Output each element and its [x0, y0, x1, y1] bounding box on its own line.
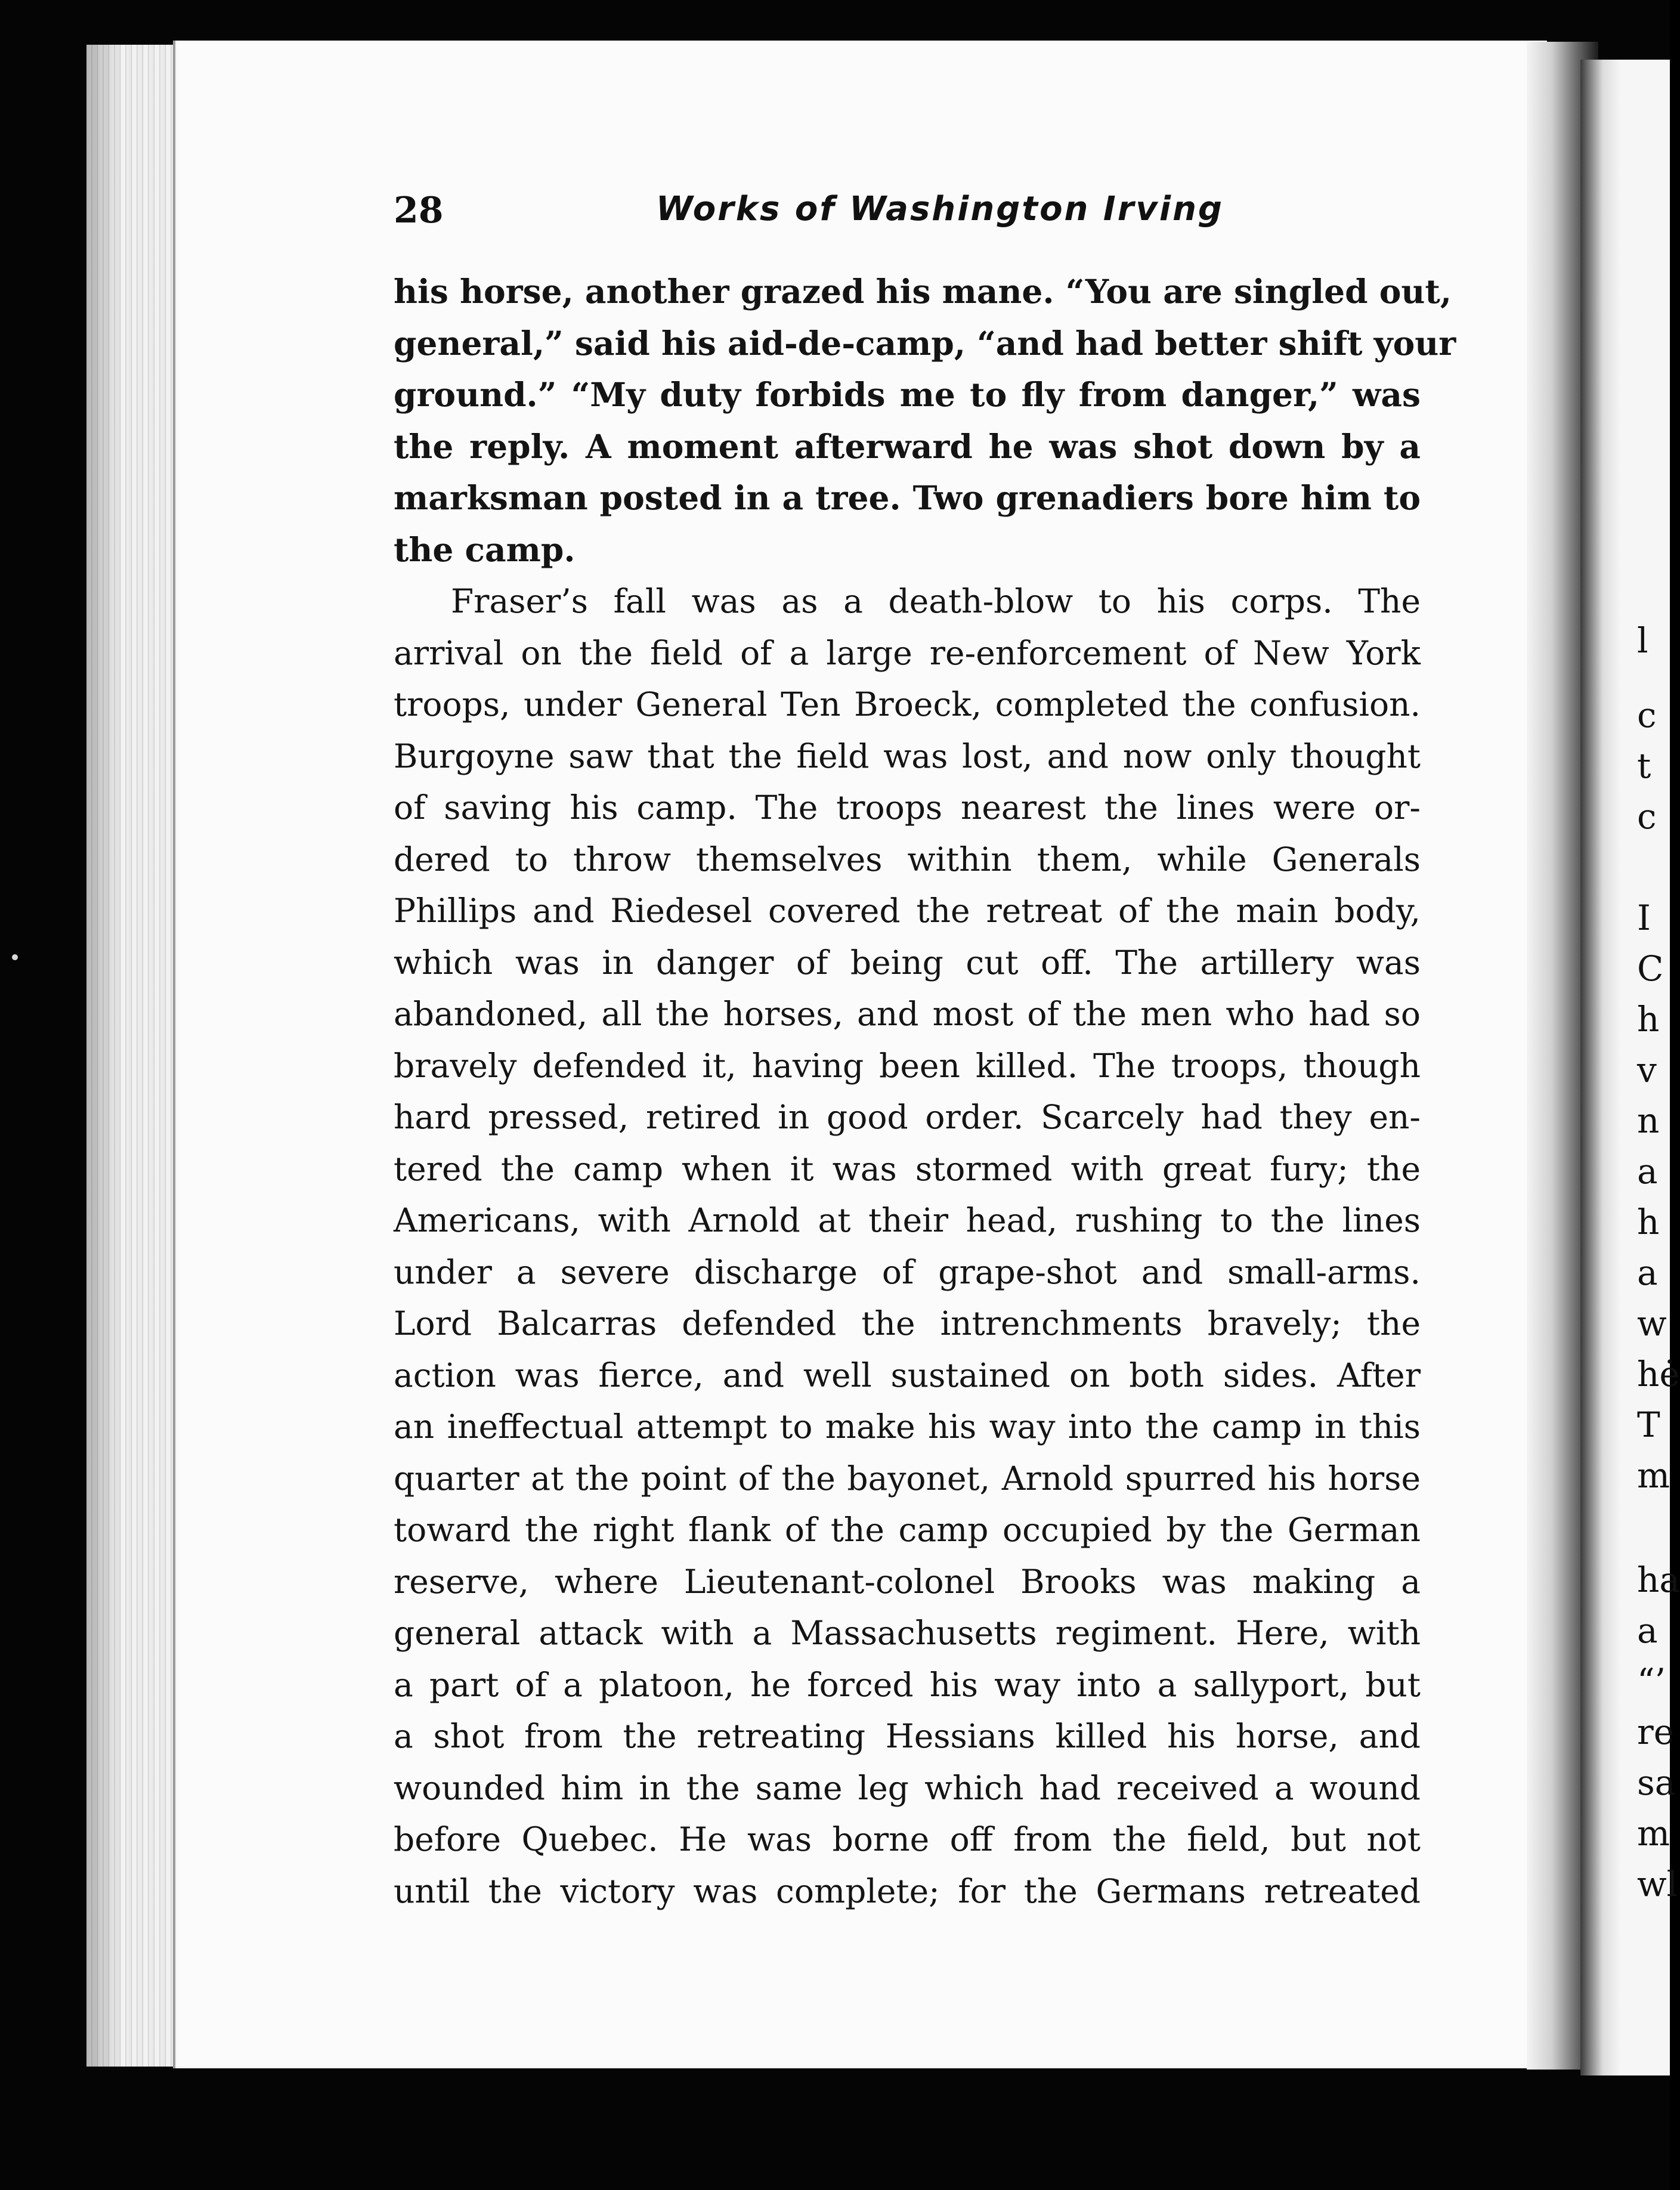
text-line: action was fierce, and well sustained on both sides. After [394, 1356, 1421, 1394]
text-line: abandoned, all the horses, and most of the men who had so [394, 995, 1421, 1033]
text-line: a part of a platoon, he forced his way into a sallyport, but [394, 1665, 1421, 1704]
facing-page-fragment: C [1637, 948, 1664, 989]
text-line: the camp. [394, 530, 576, 569]
facing-page-fragment: a [1637, 1151, 1658, 1192]
facing-page-fragment: c [1637, 796, 1657, 837]
text-line: until the victory was complete; for the Germans retreated [394, 1872, 1421, 1910]
text-line: before Quebec. He was borne off from the field, but not [394, 1820, 1421, 1858]
text-line: reserve, where Lieutenant-colonel Brooks was making a [394, 1562, 1421, 1601]
facing-page-fragment: n [1637, 1100, 1660, 1141]
text-line: Fraser’s fall was as a death-blow to his corps. The [451, 582, 1421, 620]
text-line: marksman posted in a tree. Two grenadiers bore him to [394, 478, 1421, 517]
facing-page-fragment: w [1637, 1303, 1667, 1344]
facing-page-fragment: hė [1637, 1354, 1680, 1394]
facing-page-fragment: c [1637, 695, 1657, 735]
text-line: general attack with a Massachusetts regiment. Here, with [394, 1614, 1421, 1652]
text-line: arrival on the field of a large re-enforcement of New York [394, 633, 1421, 672]
facing-page-fragment: l [1637, 620, 1648, 661]
text-line: ground.” “My duty forbids me to fly from danger,” was [394, 375, 1421, 414]
facing-page-fragment: ha [1637, 1560, 1680, 1600]
facing-page-fragment: a [1637, 1610, 1658, 1651]
text-line: of saving his camp. The troops nearest the lines were or- [394, 788, 1421, 827]
text-line: bravely defended it, having been killed. The troops, though [394, 1046, 1421, 1085]
text-line: quarter at the point of the bayonet, Arnold spurred his horse [394, 1459, 1421, 1498]
facing-page-fragment: a [1637, 1252, 1658, 1293]
text-line: Phillips and Riedesel covered the retreat of the main body, [394, 892, 1421, 930]
text-line: wounded him in the same leg which had received a wound [394, 1768, 1421, 1807]
text-line: toward the right flank of the camp occupied by the German [394, 1511, 1421, 1549]
left-edge-shadow [86, 45, 122, 2067]
facing-page-fragment: h [1637, 999, 1660, 1040]
page-header [394, 190, 1419, 237]
text-line: Burgoyne saw that the field was lost, and now only thought [394, 737, 1421, 775]
text-line: dered to throw themselves within them, while Generals [394, 840, 1421, 879]
text-line: hard pressed, retired in good order. Scarcely had they en- [394, 1098, 1421, 1136]
text-line: a shot from the retreating Hessians killed his horse, and [394, 1717, 1421, 1755]
facing-page-fragment: m [1637, 1455, 1670, 1496]
facing-page-fragment: T [1637, 1405, 1660, 1445]
facing-page-fragment: m [1637, 1813, 1670, 1854]
text-line: general,” said his aid-de-camp, “and had better shift your [394, 323, 1456, 363]
text-line: tered the camp when it was stormed with great fury; the [394, 1149, 1421, 1188]
text-line: which was in danger of being cut off. The artillery was [394, 943, 1421, 982]
scan-speck [12, 954, 18, 960]
facing-page-fragment: v [1637, 1050, 1657, 1090]
running-title: Works of Washington Irving [656, 190, 1224, 228]
text-line: his horse, another grazed his mane. “You are singled out, [394, 272, 1452, 311]
facing-page-fragment: t [1637, 746, 1651, 786]
text-line: troops, under General Ten Broeck, completed the confusion. [394, 685, 1421, 723]
facing-page-fragment: wl [1637, 1864, 1678, 1904]
facing-page-fragment: re [1637, 1712, 1675, 1752]
page-number: 28 [394, 190, 444, 231]
text-line: the reply. A moment afterward he was shot down by a [394, 426, 1421, 466]
facing-page-fragment: “’ [1637, 1661, 1666, 1702]
facing-page-fragment: sa [1637, 1762, 1676, 1803]
text-line: under a severe discharge of grape-shot and small-arms. [394, 1252, 1421, 1291]
text-line: Lord Balcarras defended the intrenchments bravely; the [394, 1304, 1421, 1343]
text-line: an ineffectual attempt to make his way into the camp in this [394, 1408, 1421, 1446]
body-text [394, 266, 1456, 1917]
text-line: Americans, with Arnold at their head, rushing to the lines [394, 1201, 1421, 1239]
facing-page-fragment: h [1637, 1202, 1660, 1242]
facing-page-fragment: I [1637, 898, 1651, 938]
